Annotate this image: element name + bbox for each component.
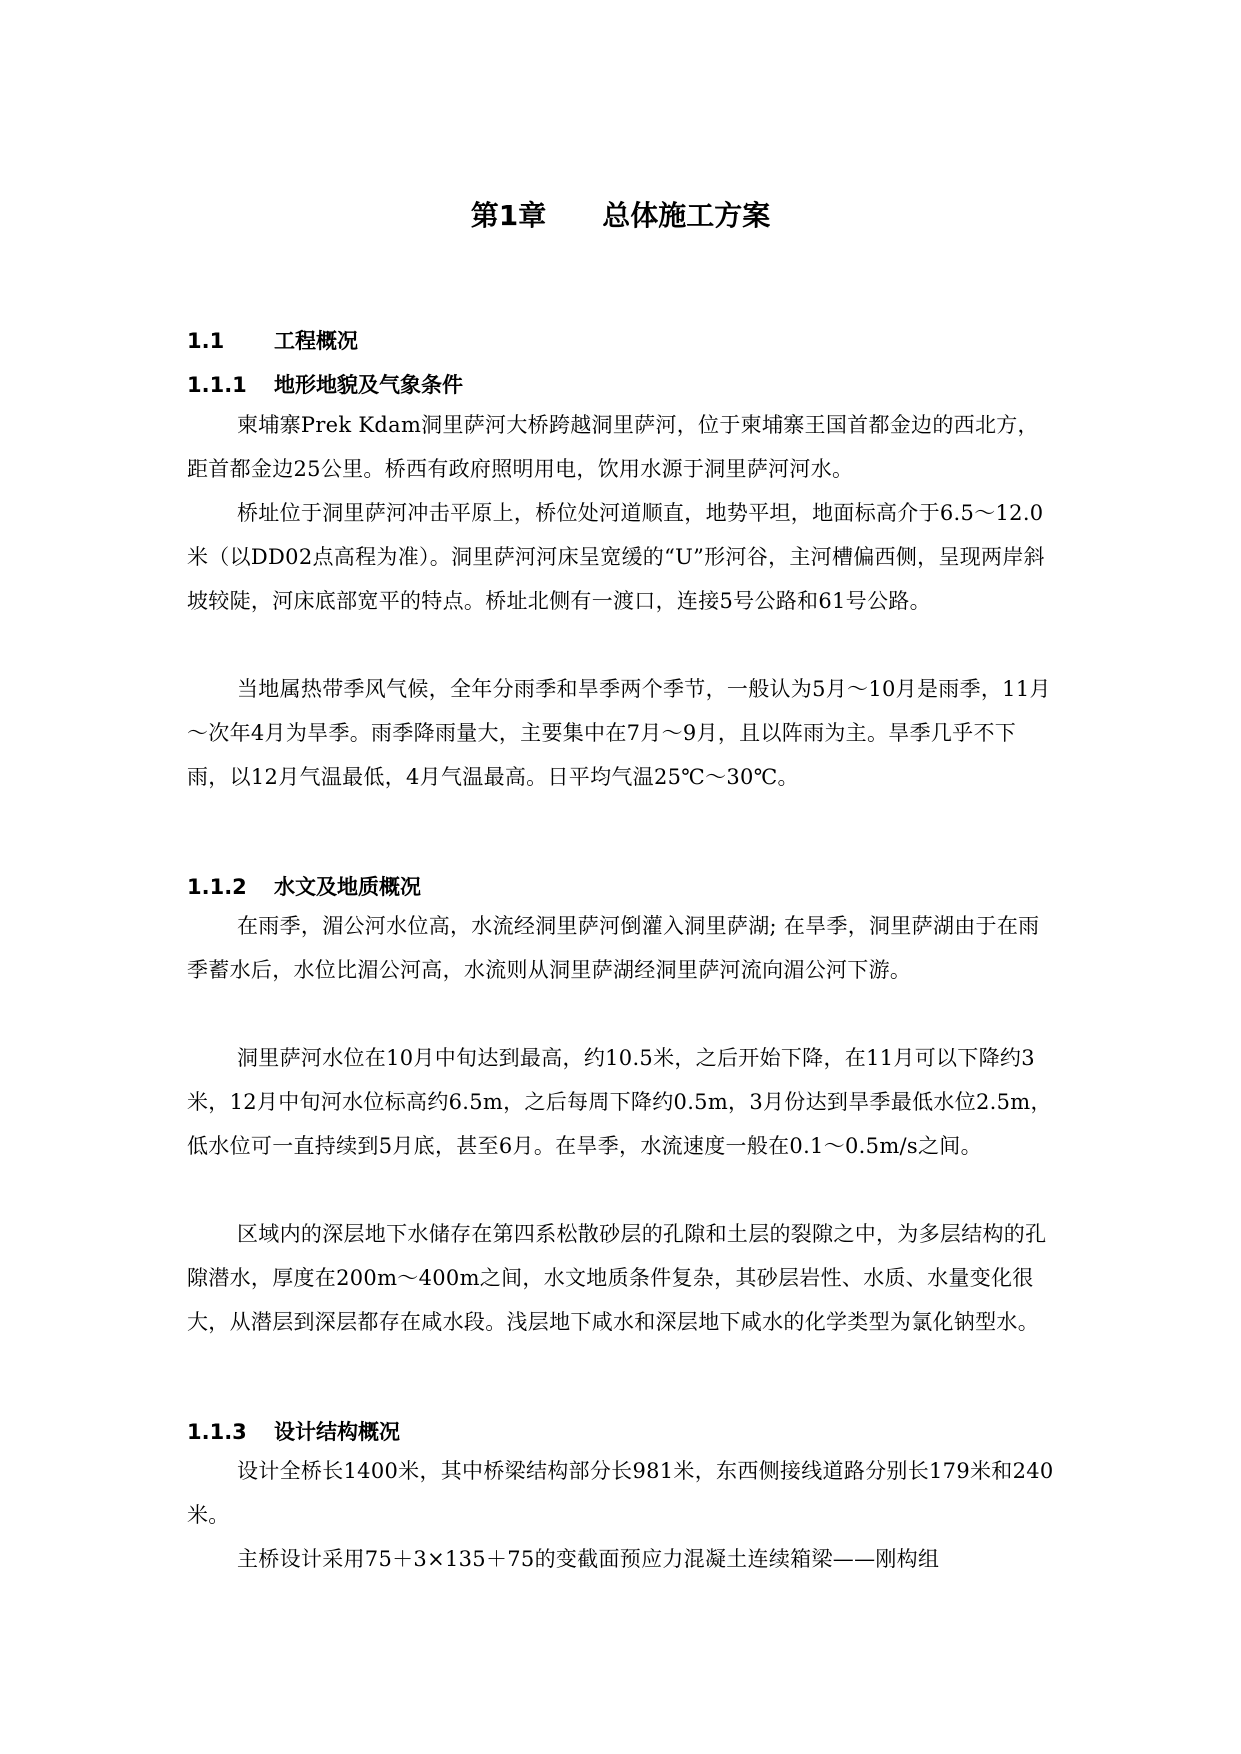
section-number: 1.1.1 — [187, 373, 247, 397]
section-title: 设计结构概况 — [274, 1420, 400, 1444]
paragraph-water-level: 洞里萨河水位在10月中旬达到最高，约10.5米，之后开始下降，在11月可以下降约3米，12月中旬河水位标高约6.5m，之后每周下降约0.5m，3月份达到旱季最低水位2.5m，低水位可一直持续到5月底，甚至6月。在旱季，水流速度一般在0.1～0.5m/s之间。 — [187, 1046, 1052, 1158]
paragraph-bridge-length: 设计全桥长1400米，其中桥梁结构部分长981米，东西侧接线道路分别长179米和240米。 — [187, 1459, 1054, 1527]
paragraph-terrain: 柬埔寨Prek Kdam洞里萨河大桥跨越洞里萨河，位于柬埔寨王国首都金边的西北方，距首都金边25公里。桥西有政府照明用电，饮用水源于洞里萨河河水。 — [187, 413, 1039, 481]
paragraph-main-bridge: 主桥设计采用75＋3×135＋75的变截面预应力混凝土连续箱梁——刚构组 — [237, 1547, 940, 1571]
section-title: 地形地貌及气象条件 — [274, 373, 463, 397]
paragraph-groundwater: 区域内的深层地下水储存在第四系松散砂层的孔隙和土层的裂隙之中，为多层结构的孔隙潜水，厚度在200m～400m之间，水文地质条件复杂，其砂层岩性、水质、水量变化很大，从潜层到深层都存在咸水段。浅层地下咸水和深层地下咸水的化学类型为氯化钠型水。 — [187, 1222, 1047, 1334]
section-number: 1.1.3 — [187, 1420, 247, 1444]
section-number: 1.1 — [187, 329, 225, 353]
paragraph-climate: 当地属热带季风气候，全年分雨季和旱季两个季节，一般认为5月～10月是雨季，11月～次年4月为旱季。雨季降雨量大，主要集中在7月～9月，且以阵雨为主。旱季几乎不下雨，以12月气温最低，4月气温最高。日平均气温25℃～30℃。 — [187, 677, 1051, 789]
section-title: 工程概况 — [274, 329, 358, 353]
chapter-title: 第1章 总体施工方案 — [470, 199, 771, 232]
section-heading-1-1-3 — [187, 1417, 400, 1447]
section-heading-1-1-2 — [187, 872, 421, 902]
paragraph-rainy-season: 在雨季，湄公河水位高，水流经洞里萨河倒灌入洞里萨湖; 在旱季，洞里萨湖由于在雨季蓄水后，水位比湄公河高，水流则从洞里萨湖经洞里萨河流向湄公河下游。 — [187, 914, 1040, 982]
section-heading-1-1 — [187, 326, 358, 356]
section-number: 1.1.2 — [187, 875, 247, 899]
section-title: 水文及地质概况 — [274, 875, 421, 899]
paragraph-bridge-site: 桥址位于洞里萨河冲击平原上，桥位处河道顺直，地势平坦，地面标高介于6.5～12.0米（以DD02点高程为准）。洞里萨河河床呈宽缓的“U”形河谷，主河槽偏西侧，呈现两岸斜坡较陡，河床底部宽平的特点。桥址北侧有一渡口，连接5号公路和61号公路。 — [187, 501, 1045, 613]
section-heading-1-1-1 — [187, 370, 463, 400]
